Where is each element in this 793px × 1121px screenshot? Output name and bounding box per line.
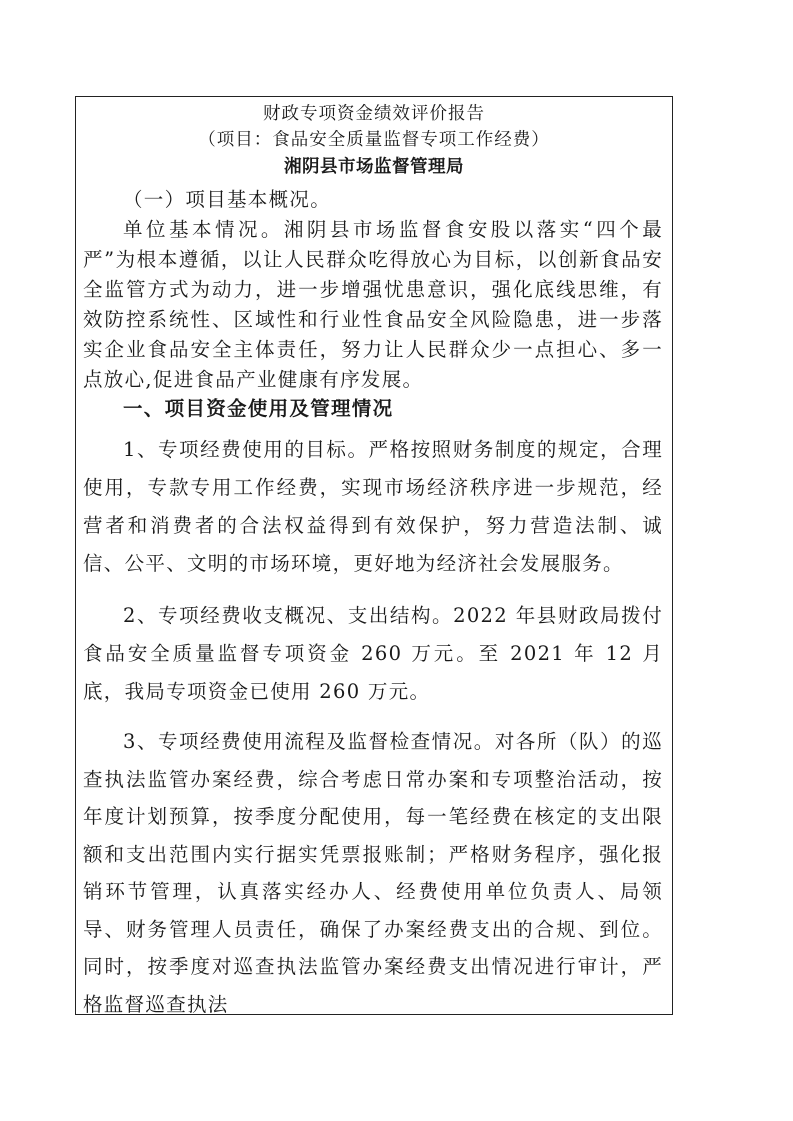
organization-name: 湘阴县市场监督管理局 [284,157,464,177]
paragraph-item-2: 2、专项经费收支概况、支出结构。2022 年县财政局拨付食品安全质量监督专项资金 260 万元。至 2021 年 12 月底，我局专项资金已使用 260 万元。 [83,604,663,703]
report-table-frame [75,96,673,1015]
intro-paragraph: 单位基本情况。湘阴县市场监督食安股以落实“四个最严”为根本遵循，以让人民群众吃得放心为目标，以创新食品安全监管方式为动力，进一步增强忧患意识，强化底线思维，有效防控系统性、区域性和行业性食品安全风险隐患，进一步落实企业食品安全主体责任，努力让人民群众少一点担心、多一点放心,促进食品产业健康有序发展。 [83,218,663,391]
paragraph-item-3: 3、专项经费使用流程及监督检查情况。对各所（队）的巡查执法监管办案经费，综合考虑日常办案和专项整治活动，按年度计划预算，按季度分配使用，每一笔经费在核定的支出限额和支出范围内实行据实凭票报账制；严格财务程序，强化报销环节管理，认真落实经办人、经费使用单位负责人、局领导、财务管理人员责任，确保了办案经费支出的合规、到位。同时，按季度对巡查执法监管办案经费支出情况进行审计，严格监督巡查执法 [83,730,663,1016]
intro-heading: （一）项目基本概况。 [123,188,332,211]
paragraph-item-1: 1、专项经费使用的目标。严格按照财务制度的规定，合理使用，专款专用工作经费，实现市场经济秩序进一步规范，经营者和消费者的合法权益得到有效保护，努力营造法制、诚信、公平、文明的市场环境，更好地为经济社会发展服务。 [83,438,663,575]
report-title: 财政专项资金绩效评价报告 [263,104,485,124]
section-heading: 一、项目资金使用及管理情况 [123,397,394,420]
project-subtitle: （项目：食品安全质量监督专项工作经费） [198,130,550,150]
